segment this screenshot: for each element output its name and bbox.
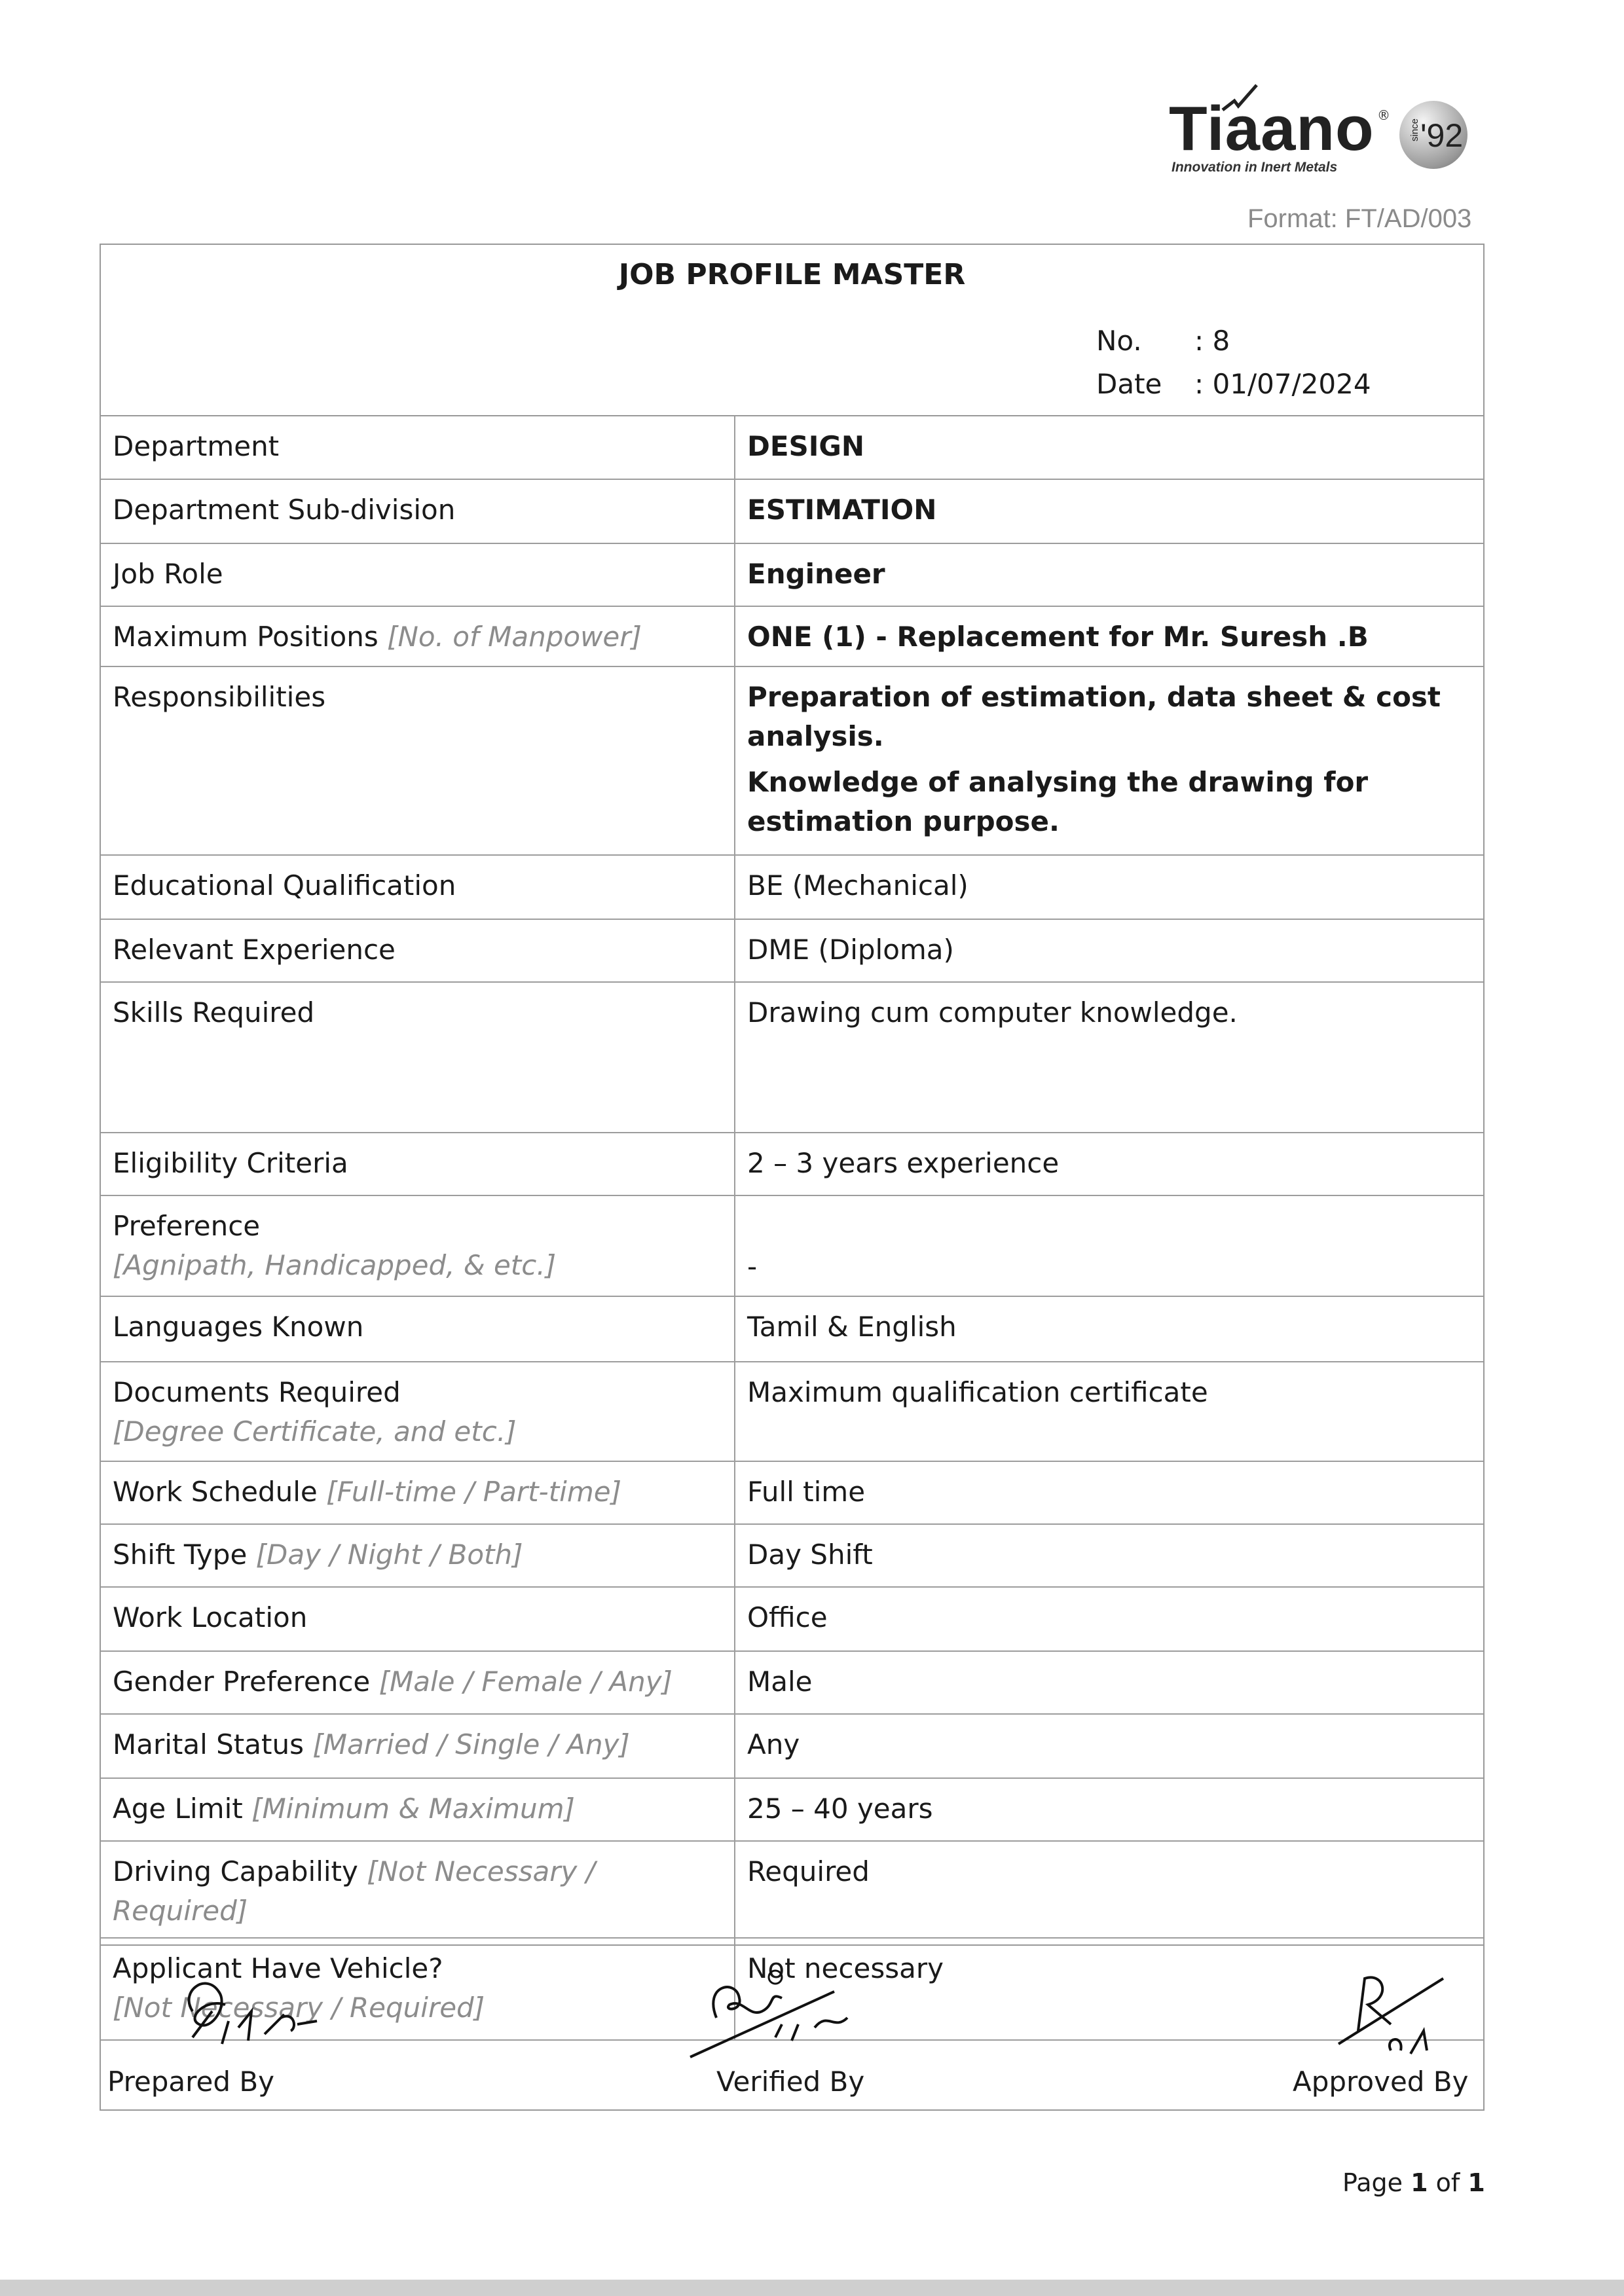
approved-by-label: Approved By (1293, 2066, 1469, 2098)
row-label-cell (101, 1778, 735, 1841)
row-label: Marital Status (113, 1728, 304, 1760)
row-value: Required (735, 1841, 1483, 1938)
scan-edge (0, 2280, 1624, 2296)
table-row (101, 1651, 1483, 1714)
row-label-cell (101, 1195, 735, 1296)
responsibility-line: Knowledge of analysing the drawing for estimation purpose. (747, 766, 1369, 837)
responsibilities-cell (735, 666, 1483, 855)
row-value: ONE (1) - Replacement for Mr. Suresh .B (735, 606, 1483, 666)
row-value: Maximum qualification certificate (735, 1362, 1483, 1461)
row-value: Not necessary (735, 1938, 1483, 2040)
table-row (101, 1778, 1483, 1841)
row-label: Skills Required (101, 982, 735, 1133)
doc-date (1096, 368, 1371, 400)
doc-date-value: : 01/07/2024 (1194, 368, 1371, 400)
table-row (101, 479, 1483, 543)
row-hint: [Degree Certificate, and etc.] (113, 1415, 517, 1448)
badge-since: since (1409, 118, 1421, 142)
row-label: Work Schedule (113, 1476, 318, 1508)
prepared-signature-icon (166, 1965, 337, 2064)
doc-number (1096, 325, 1230, 357)
row-label: Educational Qualification (101, 855, 735, 919)
table-row (101, 1841, 1483, 1938)
table-row (101, 1587, 1483, 1651)
row-label: Maximum Positions (113, 621, 378, 653)
row-label: Department Sub-division (101, 479, 735, 543)
row-label-cell (101, 1461, 735, 1524)
logo-tagline: Innovation in Inert Metals (1172, 160, 1338, 175)
profile-table (101, 416, 1483, 2041)
row-label: Responsibilities (101, 666, 735, 855)
company-logo (1162, 84, 1483, 182)
row-hint: [Not Necessary / Required] (113, 1992, 485, 2024)
row-label: Relevant Experience (101, 919, 735, 982)
row-hint: [Married / Single / Any] (312, 1728, 630, 1760)
table-row (101, 543, 1483, 606)
row-label-cell (101, 1714, 735, 1778)
row-value: Tamil & English (735, 1296, 1483, 1362)
page-prefix: Page (1342, 2168, 1403, 2197)
format-code: Format: FT/AD/003 (1247, 204, 1472, 233)
row-value: - (735, 1195, 1483, 1296)
table-row (101, 606, 1483, 666)
row-label: Shift Type (113, 1539, 248, 1571)
verified-by-label: Verified By (716, 2066, 865, 2098)
table-row (101, 1461, 1483, 1524)
row-value: Drawing cum computer knowledge. (735, 982, 1483, 1133)
table-row (101, 982, 1483, 1133)
prepared-by-label: Prepared By (107, 2066, 275, 2098)
job-profile-form (100, 244, 1485, 2111)
row-value: Any (735, 1714, 1483, 1778)
row-label-cell (101, 606, 735, 666)
doc-number-label: No. (1096, 325, 1142, 357)
table-row (101, 1524, 1483, 1587)
row-value: DESIGN (735, 416, 1483, 479)
row-value: Male (735, 1651, 1483, 1714)
page-current: 1 (1411, 2168, 1428, 2197)
row-label: Work Location (101, 1587, 735, 1651)
table-row (101, 1714, 1483, 1778)
row-label: Job Role (101, 543, 735, 606)
row-value: Engineer (735, 543, 1483, 606)
page-of: of (1435, 2168, 1460, 2197)
row-label: Department (101, 416, 735, 479)
row-value: 2 – 3 years experience (735, 1133, 1483, 1195)
table-row (101, 919, 1483, 982)
doc-number-value: : 8 (1194, 325, 1230, 357)
since-badge (1399, 101, 1467, 169)
approved-signature-icon (1319, 1959, 1450, 2064)
row-hint: [Day / Night / Both] (255, 1539, 523, 1571)
table-row (101, 666, 1483, 855)
row-value: ESTIMATION (735, 479, 1483, 543)
row-hint: [Male / Female / Any] (378, 1666, 673, 1698)
verified-signature-icon (677, 1959, 887, 2070)
page-total: 1 (1467, 2168, 1485, 2197)
row-value: BE (Mechanical) (735, 855, 1483, 919)
row-label: Preference (113, 1210, 261, 1242)
logo-brand: Tiaano (1169, 94, 1375, 164)
row-label-cell (101, 1841, 735, 1938)
doc-date-label: Date (1096, 368, 1162, 400)
row-hint: [Agnipath, Handicapped, & etc.] (113, 1249, 557, 1281)
row-label-cell (101, 1362, 735, 1461)
row-value: Full time (735, 1461, 1483, 1524)
row-hint: [Not Necessary / Required] (113, 1855, 595, 1927)
page-title: JOB PROFILE MASTER (618, 258, 966, 291)
table-row (101, 416, 1483, 479)
row-value: Office (735, 1587, 1483, 1651)
row-hint: [Full-time / Part-time] (326, 1476, 621, 1508)
logo-registered: ® (1377, 107, 1390, 123)
table-row (101, 1362, 1483, 1461)
form-header (101, 245, 1483, 416)
row-label: Languages Known (101, 1296, 735, 1362)
row-value: DME (Diploma) (735, 919, 1483, 982)
table-row (101, 855, 1483, 919)
row-label: Driving Capability (113, 1855, 358, 1887)
table-row (101, 1296, 1483, 1362)
row-label: Eligibility Criteria (101, 1133, 735, 1195)
row-label-cell (101, 1651, 735, 1714)
badge-year: '92 (1420, 117, 1464, 154)
row-label: Applicant Have Vehicle? (113, 1952, 443, 1984)
row-hint: [Minimum & Maximum] (251, 1793, 575, 1825)
table-row (101, 1195, 1483, 1296)
row-value: Day Shift (735, 1524, 1483, 1587)
row-label: Documents Required (113, 1376, 401, 1408)
row-hint: [No. of Manpower] (387, 621, 642, 653)
row-value: 25 – 40 years (735, 1778, 1483, 1841)
row-label-cell (101, 1524, 735, 1587)
table-row (101, 1133, 1483, 1195)
row-label: Gender Preference (113, 1666, 371, 1698)
signature-section (101, 1944, 1483, 2109)
page-number (1342, 2168, 1485, 2197)
row-label: Age Limit (113, 1793, 243, 1825)
responsibility-line: Preparation of estimation, data sheet & cost analysis. (747, 681, 1441, 752)
